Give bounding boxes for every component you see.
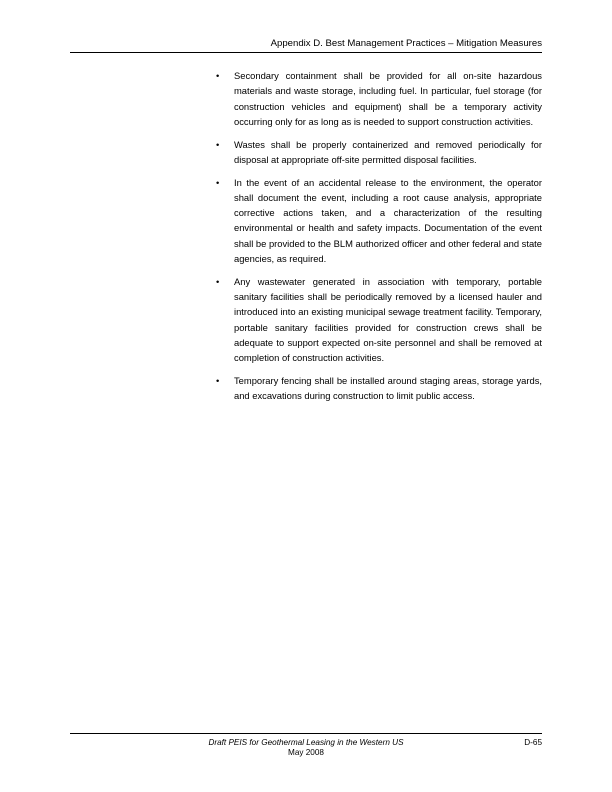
bullet-text: Secondary containment shall be provided for all on-site hazardous materials and waste storage, including fuel. In particular, fuel storage (for construction vehicles and equipment) shall be a temporary activity occurring only for as long as is needed to support construction activities. (234, 70, 542, 127)
bullet-text: In the event of an accidental release to the environment, the operator shall document the event, including a root cause analysis, appropriate corrective actions taken, and a characterization of the resulting environmental or health and safety impacts. Documentation of the event shall be provided to the BLM authorized officer and other federal and state agencies, as required. (234, 176, 542, 265)
mitigation-bullet-list (216, 68, 542, 411)
bullet-icon: • (216, 138, 220, 150)
bullet-text: Wastes shall be properly containerized and removed periodically for disposal at appropriate off-site permitted disposal facilities. (234, 138, 542, 165)
footer-divider (70, 733, 542, 734)
bullet-icon: • (216, 176, 220, 188)
bullet-text: Temporary fencing shall be installed around staging areas, storage yards, and excavations during construction to limit public access. (234, 374, 542, 402)
bullet-icon: • (216, 374, 220, 386)
bullet-icon: • (216, 275, 220, 287)
bullet-item-temporary-fencing (216, 373, 542, 404)
bullet-item-accidental-release (216, 175, 542, 267)
bullet-item-wastewater (216, 274, 542, 366)
footer-document-title: Draft PEIS for Geothermal Leasing in the Western US (208, 738, 404, 747)
page-number: D-65 (524, 738, 542, 747)
bullet-item-secondary-containment (216, 68, 542, 129)
bullet-item-waste-disposal (216, 137, 542, 168)
footer-date: May 2008 (288, 748, 324, 757)
header-divider (70, 52, 542, 53)
bullet-icon: • (216, 70, 220, 81)
bullet-text: Any wastewater generated in association with temporary, portable sanitary facilities shall be periodically removed by a licensed hauler and introduced into an existing municipal sewage treatment facility. Temporary, portable sanitary facilities provided for construction crews shall be adequate to support expected on-site personnel and shall be removed at completion of construction activities. (234, 275, 542, 364)
running-header: Appendix D. Best Management Practices – Mitigation Measures (270, 38, 542, 49)
